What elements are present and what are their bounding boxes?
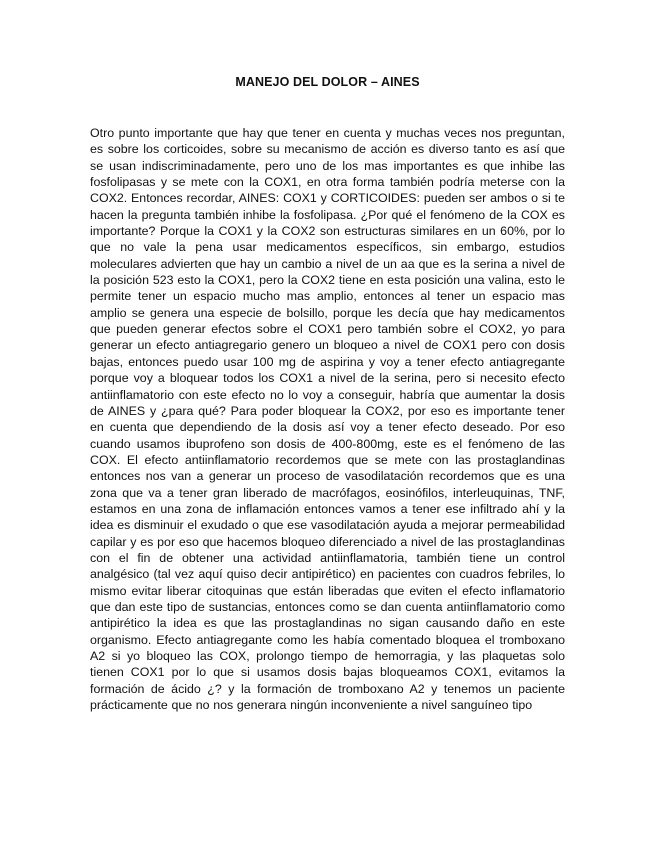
document-title: MANEJO DEL DOLOR – AINES [235,75,420,89]
body-paragraph: Otro punto importante que hay que tener en cuenta y muchas veces nos preguntan, es sobre los corticoides, sobre su mecanismo de acción es diverso tanto es así que se usan indiscriminadamente, pero uno de los mas importantes es que inhibe las fosfolipasas y se mete con la COX1, en otra forma también podría meterse con la COX2. Entonces recordar, AINES: COX1 y CORTICOIDES: pueden ser ambos o si te hacen la pregunta también inhibe la fosfolipasa. ¿Por qué el fenómeno de la COX es importante? Porque la COX1 y la COX2 son estructuras similares en un 60%, por lo que no vale la pena usar medicamentos específicos, sin embargo, estudios moleculares advierten que hay un cambio a nivel de un aa que es la serina a nivel de la posición 523 esto la COX1, pero la COX2 tiene en esta posición una valina, esto le permite tener un espacio mucho mas amplio, entonces al tener un espacio mas amplio se genera una especie de bolsillo, porque les decía que hay medicamentos que pueden generar efectos sobre el COX1 pero también sobre el COX2, yo para generar un efecto antiagregario genero un bloqueo a nivel de COX1 pero con dosis bajas, entonces puedo usar 100 mg de aspirina y voy a tener efecto antiagregante porque voy a bloquear todos los COX1 a nivel de la serina, pero si necesito efecto antiinflamatorio con este efecto no lo voy a conseguir, habría que aumentar la dosis de AINES y ¿para qué? Para poder bloquear la COX2, por eso es importante tener en cuenta que dependiendo de la dosis así voy a tener efecto deseado. Por eso cuando usamos ibuprofeno son dosis de 400-800mg, este es el fenómeno de las COX. El efecto antiinflamatorio recordemos que se mete con las prostaglandinas entonces nos van a generar un proceso de vasodilatación recordemos que es una zona que va a tener gran liberado de macrófagos, eosinófilos, interleuquinas, TNF, estamos en una zona de inflamación entonces vamos a tener ese infiltrado ahí y la idea es disminuir el exudado o que ese vasodilatación ayuda a mejorar permeabilidad capilar y es por eso que hacemos bloqueo diferenciado a nivel de las prostaglandinas con el fin de obtener una actividad antiinflamatoria, también tiene un control analgésico (tal vez aquí quiso decir antipirético) en pacientes con cuadros febriles, lo mismo evitar liberar citoquinas que están liberadas que eviten el efecto inflamatorio que dan este tipo de sustancias, entonces como se dan cuenta antiinflamatorio como antipirético la idea es que las prostaglandinas no sigan causando daño en este organismo. Efecto antiagregante como les había comentado bloquea el tromboxano A2 si yo bloqueo las COX, prolongo tiempo de hemorragia, y las plaquetas solo tienen COX1 por lo que si usamos dosis bajas bloqueamos COX1, evitamos la formación de ácido ¿? y la formación de tromboxano A2 y tenemos un paciente prácticamente que no nos generara ningún inconveniente a nivel sanguíneo tipo [90,126,565,713]
